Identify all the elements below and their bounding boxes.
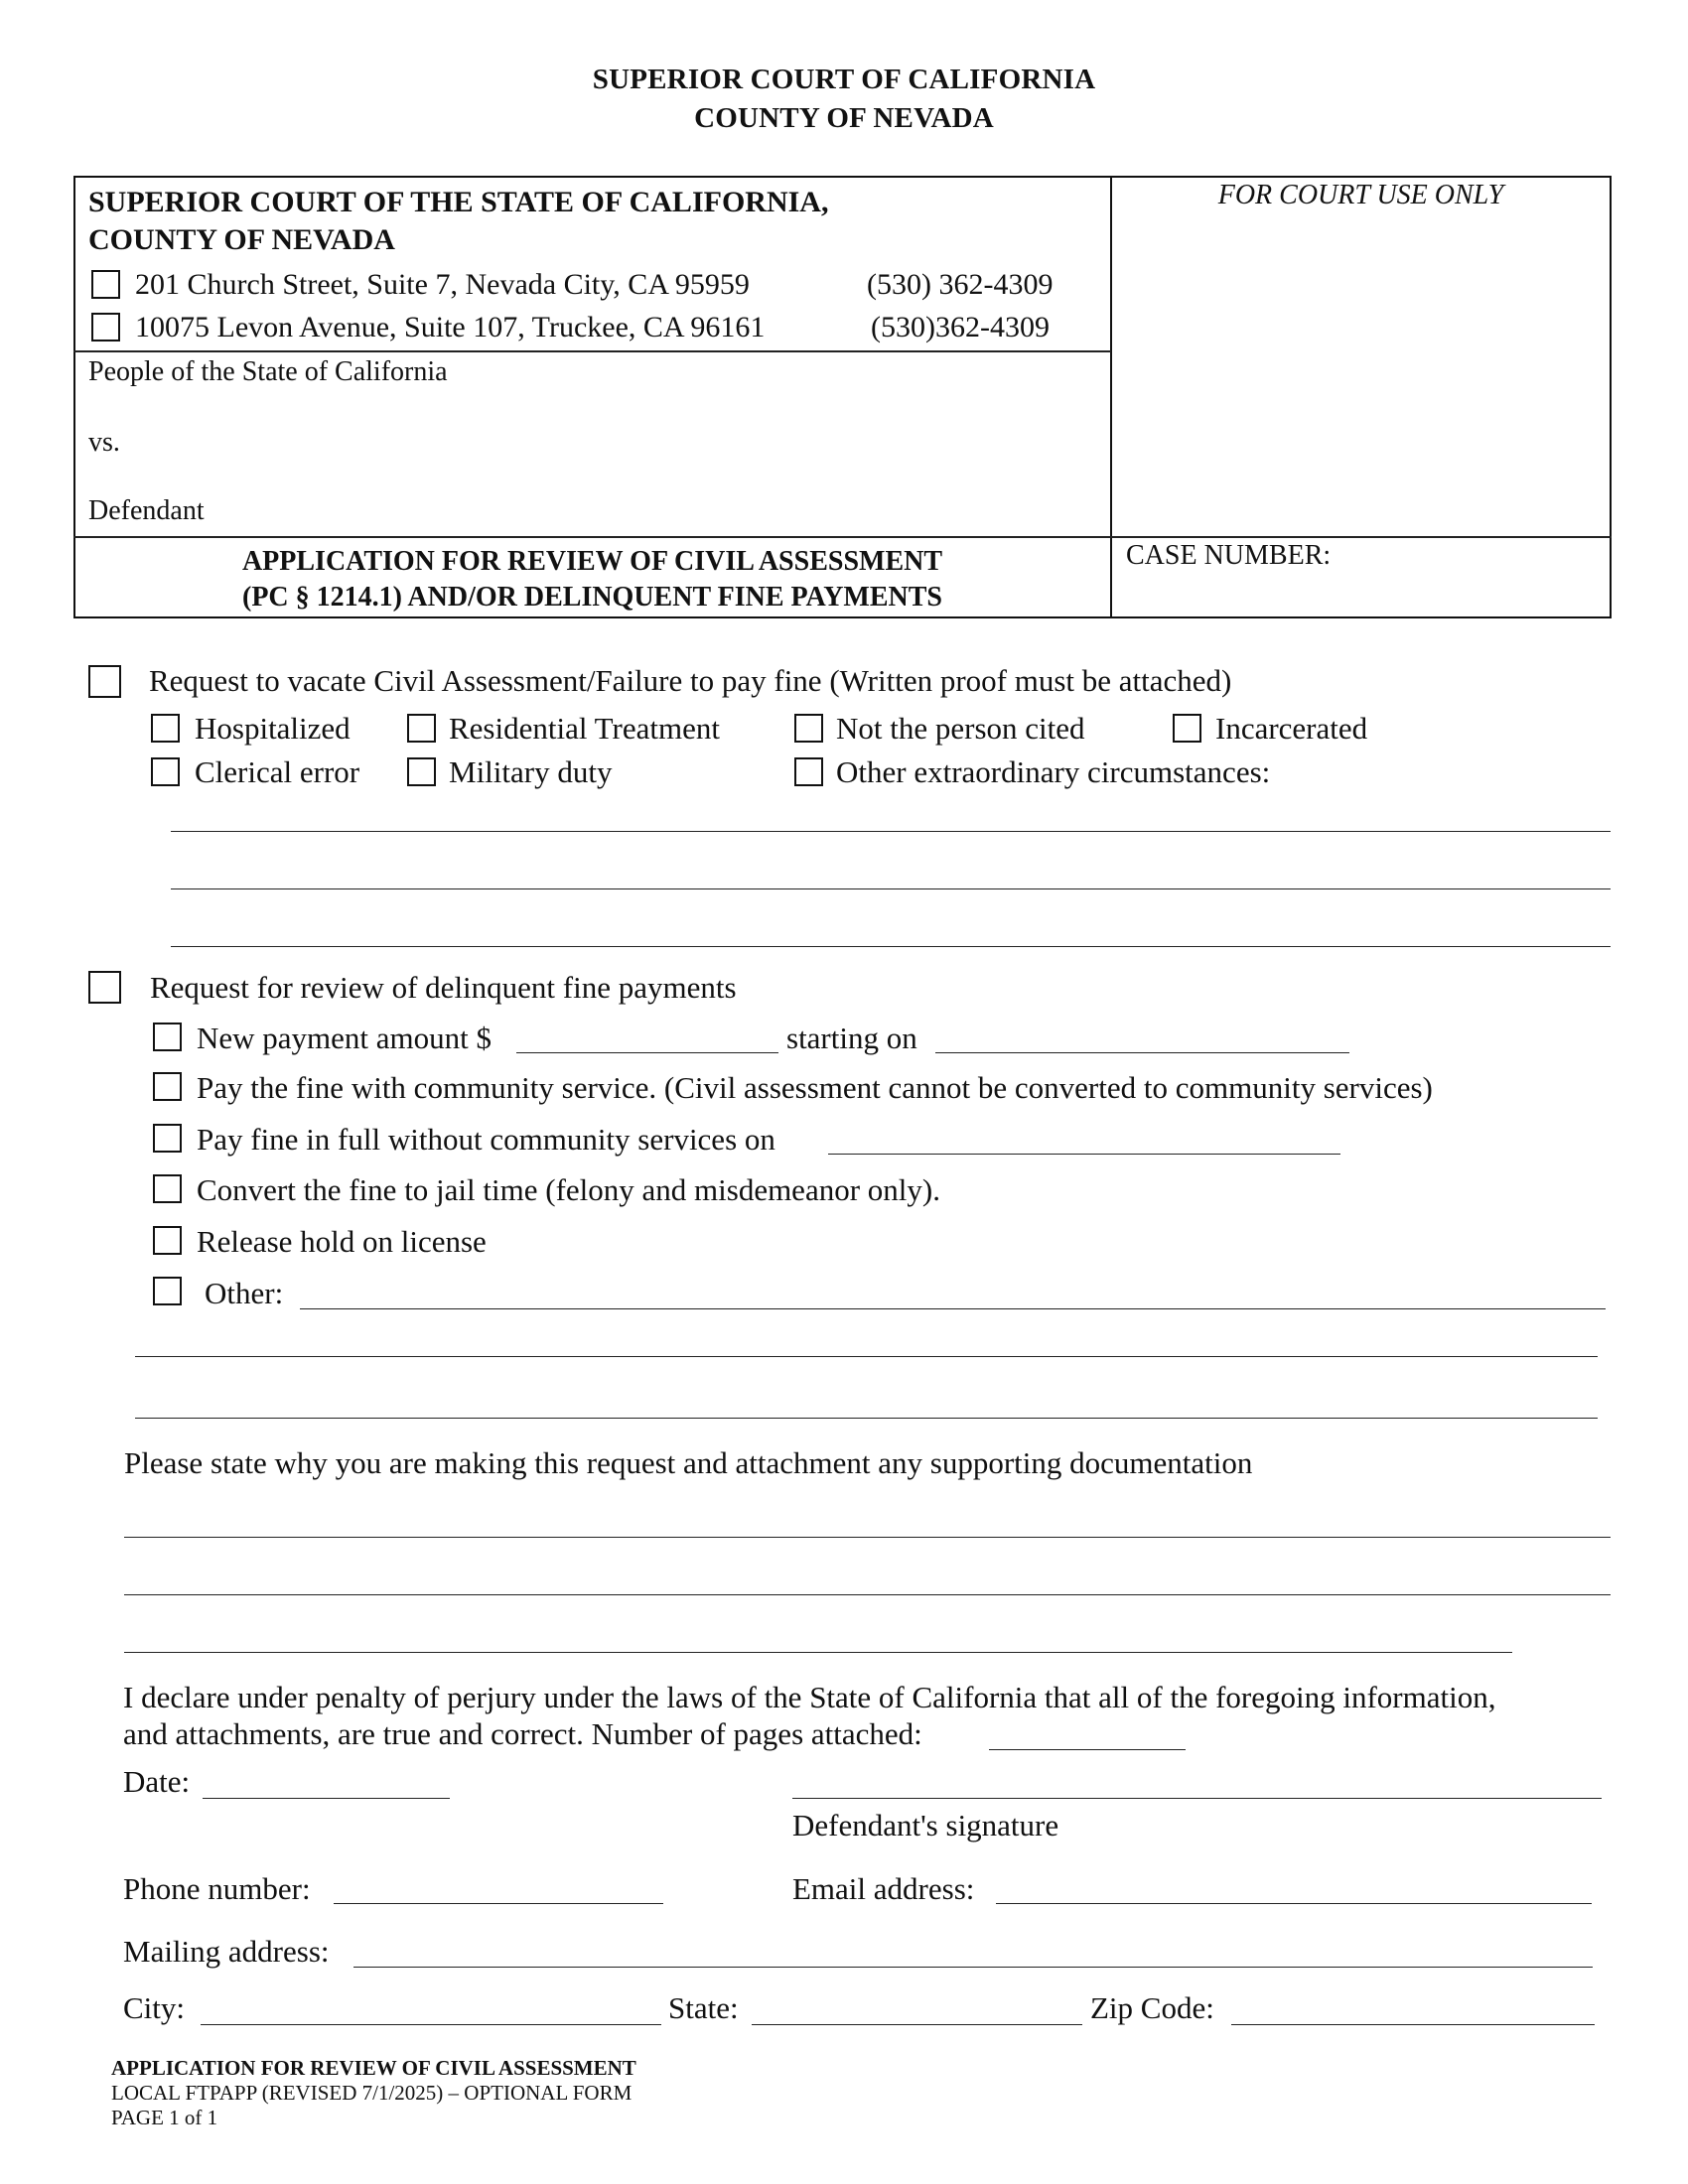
statement-line-1[interactable]: [124, 1537, 1611, 1538]
zip-label: Zip Code:: [1090, 1990, 1214, 2025]
phone-field[interactable]: [334, 1903, 663, 1904]
hospitalized-label: Hospitalized: [195, 711, 351, 746]
email-field[interactable]: [996, 1903, 1592, 1904]
military-duty-checkbox[interactable]: [407, 757, 436, 786]
review-request-label: Request for review of delinquent fine payments: [150, 970, 737, 1005]
state-label: State:: [668, 1990, 739, 2025]
statement-line-3[interactable]: [124, 1652, 1512, 1653]
signature-field[interactable]: [792, 1798, 1602, 1799]
form-title-line1: APPLICATION FOR REVIEW OF CIVIL ASSESSMENT: [241, 546, 943, 577]
form-title-line2: (PC § 1214.1) AND/OR DELINQUENT FINE PAYMENTS: [242, 582, 942, 613]
new-payment-label: New payment amount $: [197, 1021, 492, 1055]
pay-in-full-date-field[interactable]: [828, 1154, 1340, 1155]
pages-attached-field[interactable]: [989, 1749, 1186, 1750]
residential-treatment-checkbox[interactable]: [407, 714, 436, 743]
court-name-line2: COUNTY OF NEVADA: [88, 223, 395, 256]
case-number-label: CASE NUMBER:: [1126, 540, 1332, 571]
starting-on-label: starting on: [786, 1021, 917, 1055]
city-field[interactable]: [201, 2024, 661, 2025]
residential-treatment-label: Residential Treatment: [449, 711, 720, 746]
nevada-city-address: 201 Church Street, Suite 7, Nevada City, CA 95959: [135, 268, 750, 301]
truckee-phone: (530)362-4309: [871, 311, 1050, 343]
court-header-line2: COUNTY OF NEVADA: [694, 102, 994, 134]
court-use-only: FOR COURT USE ONLY: [1217, 180, 1504, 210]
other-circumstances-label: Other extraordinary circumstances:: [836, 754, 1271, 789]
circumstances-line-1[interactable]: [171, 831, 1611, 832]
community-service-checkbox[interactable]: [153, 1072, 182, 1101]
vacate-request-checkbox[interactable]: [88, 665, 121, 698]
other-field-line-1[interactable]: [300, 1308, 1606, 1309]
other-checkbox[interactable]: [153, 1277, 182, 1305]
statement-prompt: Please state why you are making this request and attachment any supporting documentation: [124, 1445, 1253, 1480]
state-field[interactable]: [752, 2024, 1082, 2025]
new-payment-amount-field[interactable]: [516, 1052, 778, 1053]
vacate-request-label: Request to vacate Civil Assessment/Failure to pay fine (Written proof must be attached): [149, 663, 1232, 698]
court-header-line1: SUPERIOR COURT OF CALIFORNIA: [592, 64, 1096, 95]
defendant-label: Defendant: [88, 495, 205, 526]
footer-line1: APPLICATION FOR REVIEW OF CIVIL ASSESSMENT: [111, 2056, 636, 2080]
caption-rule-upper: [73, 350, 1111, 352]
caption-rule-lower: [73, 536, 1612, 538]
email-label: Email address:: [792, 1871, 975, 1906]
other-field-line-3[interactable]: [135, 1418, 1598, 1419]
circumstances-line-2[interactable]: [171, 888, 1611, 889]
statement-line-2[interactable]: [124, 1594, 1611, 1595]
jail-time-label: Convert the fine to jail time (felony and misdemeanor only).: [197, 1172, 940, 1207]
review-request-checkbox[interactable]: [88, 971, 121, 1004]
date-field[interactable]: [203, 1798, 450, 1799]
zip-field[interactable]: [1231, 2024, 1595, 2025]
signature-label: Defendant's signature: [792, 1808, 1059, 1843]
incarcerated-label: Incarcerated: [1215, 711, 1368, 746]
clerical-error-label: Clerical error: [195, 754, 360, 789]
other-circumstances-checkbox[interactable]: [794, 757, 823, 786]
court-name-line1: SUPERIOR COURT OF THE STATE OF CALIFORNIA,: [88, 186, 829, 218]
vs-label: vs.: [88, 427, 120, 458]
not-person-cited-checkbox[interactable]: [794, 714, 823, 743]
nevada-city-checkbox[interactable]: [91, 270, 120, 299]
footer-line3: PAGE 1 of 1: [111, 2106, 218, 2129]
hospitalized-checkbox[interactable]: [151, 714, 180, 743]
declaration-line1: I declare under penalty of perjury under the laws of the State of California that all of the foregoing information,: [123, 1680, 1496, 1714]
other-label: Other:: [205, 1276, 284, 1310]
jail-time-checkbox[interactable]: [153, 1174, 182, 1203]
footer-line2: LOCAL FTPAPP (REVISED 7/1/2025) – OPTIONAL FORM: [111, 2081, 633, 2105]
city-label: City:: [123, 1990, 186, 2025]
nevada-city-phone: (530) 362-4309: [867, 268, 1054, 301]
phone-label: Phone number:: [123, 1871, 311, 1906]
circumstances-line-3[interactable]: [171, 946, 1611, 947]
mailing-address-field[interactable]: [353, 1967, 1593, 1968]
pay-in-full-checkbox[interactable]: [153, 1124, 182, 1153]
new-payment-checkbox[interactable]: [153, 1023, 182, 1051]
declaration-line2: and attachments, are true and correct. Number of pages attached:: [123, 1716, 922, 1751]
release-hold-label: Release hold on license: [197, 1224, 487, 1259]
community-service-label: Pay the fine with community service. (Civil assessment cannot be converted to community services): [197, 1070, 1433, 1105]
military-duty-label: Military duty: [449, 754, 613, 789]
truckee-checkbox[interactable]: [91, 313, 120, 341]
not-person-cited-label: Not the person cited: [836, 711, 1085, 746]
starting-on-field[interactable]: [935, 1052, 1349, 1053]
date-label: Date:: [123, 1764, 191, 1799]
release-hold-checkbox[interactable]: [153, 1226, 182, 1255]
truckee-address: 10075 Levon Avenue, Suite 107, Truckee, CA 96161: [135, 311, 766, 343]
plaintiff-label: People of the State of California: [88, 356, 448, 387]
clerical-error-checkbox[interactable]: [151, 757, 180, 786]
mailing-address-label: Mailing address:: [123, 1934, 330, 1969]
other-field-line-2[interactable]: [135, 1356, 1598, 1357]
pay-in-full-label: Pay fine in full without community services on: [197, 1122, 775, 1157]
incarcerated-checkbox[interactable]: [1173, 714, 1201, 743]
